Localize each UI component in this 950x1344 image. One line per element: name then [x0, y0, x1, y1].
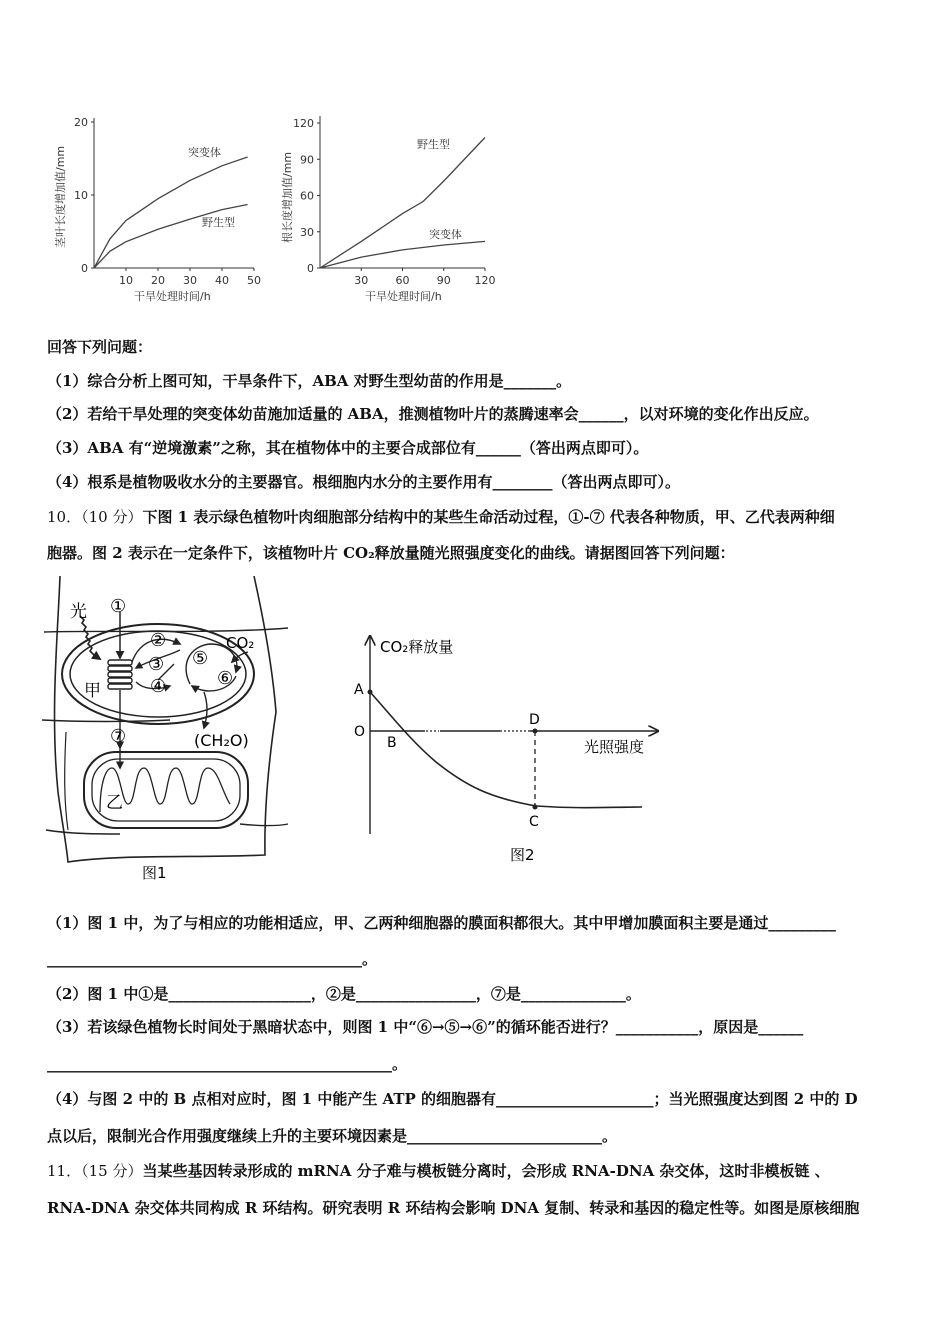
right-chart-series-label: 野生型 [417, 138, 450, 151]
q10-stem-line-1 [47, 506, 835, 527]
left-chart-series-line [94, 157, 248, 268]
fig2-ylabel: CO₂释放量 [380, 638, 454, 656]
label-4: ④ [150, 676, 167, 697]
left-chart-xtick-label: 30 [183, 274, 197, 287]
q9-part-2: （2）若给干旱处理的突变体幼苗施加适量的 ABA，推测植物叶片的蒸腾速率会______，以对环境的变化作出反应。 [47, 405, 819, 423]
point-b: B [387, 735, 397, 751]
cell-wall [55, 576, 276, 862]
figure-2-caption: 图2 [510, 846, 535, 864]
figure-2-co2-curve [340, 628, 670, 870]
left-chart-xtick-label: 10 [119, 274, 133, 287]
q9-part-3: （3）ABA 有“逆境激素”之称，其在植物体中的主要合成部位有______（答出两点即可）。 [47, 439, 649, 457]
left-chart-series-label: 野生型 [202, 216, 235, 229]
right-chart-xtick-label: 60 [395, 274, 410, 287]
left-chart-xlabel: 干旱处理时间/h [134, 290, 211, 303]
right-chart-series-label: 突变体 [429, 228, 462, 241]
left-chart-ylabel: 茎叶长度增加值/mm [54, 145, 67, 248]
left-chart-xtick-label: 40 [215, 274, 229, 287]
ch2o-label: (CH₂O) [194, 731, 249, 750]
right-chart-ytick-label: 60 [300, 189, 314, 203]
point-o: O [354, 724, 366, 740]
point-a: A [354, 682, 364, 698]
label-7: ⑦ [110, 726, 127, 747]
q11-number: 11． [47, 1162, 82, 1180]
left-chart-series-label: 突变体 [188, 146, 221, 159]
label-3: ③ [148, 654, 165, 675]
root-growth-chart [275, 108, 500, 308]
q10-part-1-line-2: __________________________________________。 [47, 950, 378, 968]
point-c: C [529, 814, 539, 830]
q11-stem: 当某些基因转录形成的 mRNA 分子难与模板链分离时，会形成 RNA-DNA 杂交体，这时非模板链 、 [142, 1162, 830, 1180]
right-chart-xtick-label: 120 [474, 274, 496, 287]
jia-label: 甲 [84, 681, 101, 701]
q11-stem-line-1 [47, 1160, 830, 1181]
q10-score: （10 分） [81, 508, 143, 526]
q10-number: 10． [47, 508, 82, 526]
right-chart-ytick-label: 120 [293, 117, 314, 130]
point-d: D [529, 712, 540, 728]
right-chart-xtick-label: 30 [354, 274, 369, 287]
label-5: ⑤ [192, 648, 209, 669]
right-chart-series-line [320, 138, 485, 269]
q11-score: （15 分） [81, 1162, 143, 1180]
left-chart-series-line [94, 205, 248, 269]
label-2: ② [150, 630, 167, 651]
left-chart-ytick-label: 10 [74, 189, 88, 202]
q10-part-1-line-1: （1）图 1 中，为了与相应的功能相适应，甲、乙两种细胞器的膜面积都很大。其中甲增加膜面积主要是通过_________ [47, 914, 836, 932]
right-chart-xtick-label: 90 [436, 274, 451, 287]
stem-leaf-growth-chart [48, 108, 263, 308]
figure-1-caption: 图1 [142, 864, 167, 882]
right-chart-ytick-label: 90 [300, 153, 314, 167]
co2-label: CO₂ [226, 634, 255, 652]
right-chart-ytick-label: 30 [300, 225, 314, 239]
q11-stem-line-2: RNA-DNA 杂交体共同构成 R 环结构。研究表明 R 环结构会影响 DNA 复制、转录和基因的稳定性等。如图是原核细胞 [47, 1199, 860, 1217]
q10-part-3-line-2: ______________________________________________。 [47, 1055, 408, 1073]
q10-stem: 下图 1 表示绿色植物叶肉细胞部分结构中的某些生命活动过程，①-⑦ 代表各种物质，甲、乙代表两种细 [142, 508, 835, 526]
right-chart-xlabel: 干旱处理时间/h [365, 290, 442, 303]
right-chart-ylabel: 根长度增加值/mm [281, 151, 294, 243]
left-chart-ytick-label: 20 [74, 116, 88, 129]
q10-part-3-line-1: （3）若该绿色植物长时间处于黑暗状态中，则图 1 中“⑥→⑤→⑥”的循环能否进行？___________，原因是______ [47, 1018, 804, 1036]
yi-label: 乙 [106, 793, 123, 813]
label-1: ① [110, 596, 127, 617]
left-chart-xtick-label: 50 [247, 274, 261, 287]
label-6: ⑥ [217, 668, 234, 689]
q10-stem-line-2: 胞器。图 2 表示在一定条件下，该植物叶片 CO₂释放量随光照强度变化的曲线。请据图回答下列问题： [47, 544, 735, 562]
section-title: 回答下列问题： [47, 338, 153, 356]
grana-stack [108, 660, 132, 689]
q9-part-1: （1）综合分析上图可知，干旱条件下，ABA 对野生型幼苗的作用是_______。 [47, 372, 572, 390]
q10-part-2: （2）图 1 中①是___________________，②是________________，⑦是______________。 [47, 985, 641, 1003]
fig2-xlabel: 光照强度 [584, 738, 645, 756]
left-chart-xtick-label: 20 [151, 274, 165, 287]
q10-part-4-line-2: 点以后，限制光合作用强度继续上升的主要环境因素是__________________________。 [47, 1127, 618, 1145]
q10-part-4-line-1: （4）与图 2 中的 B 点相对应时，图 1 中能产生 ATP 的细胞器有_____________________；当光照强度达到图 2 中的 D [47, 1090, 858, 1108]
left-chart-ytick-label: 0 [81, 262, 88, 275]
right-chart-series-line [320, 241, 485, 268]
light-label: 光 [70, 602, 87, 622]
q9-part-4: （4）根系是植物吸收水分的主要器官。根细胞内水分的主要作用有________（答出两点即可）。 [47, 473, 680, 491]
light-arrow [80, 616, 100, 659]
figure-1-cell-diagram [40, 572, 290, 887]
right-chart-ytick-label: 0 [307, 262, 314, 275]
